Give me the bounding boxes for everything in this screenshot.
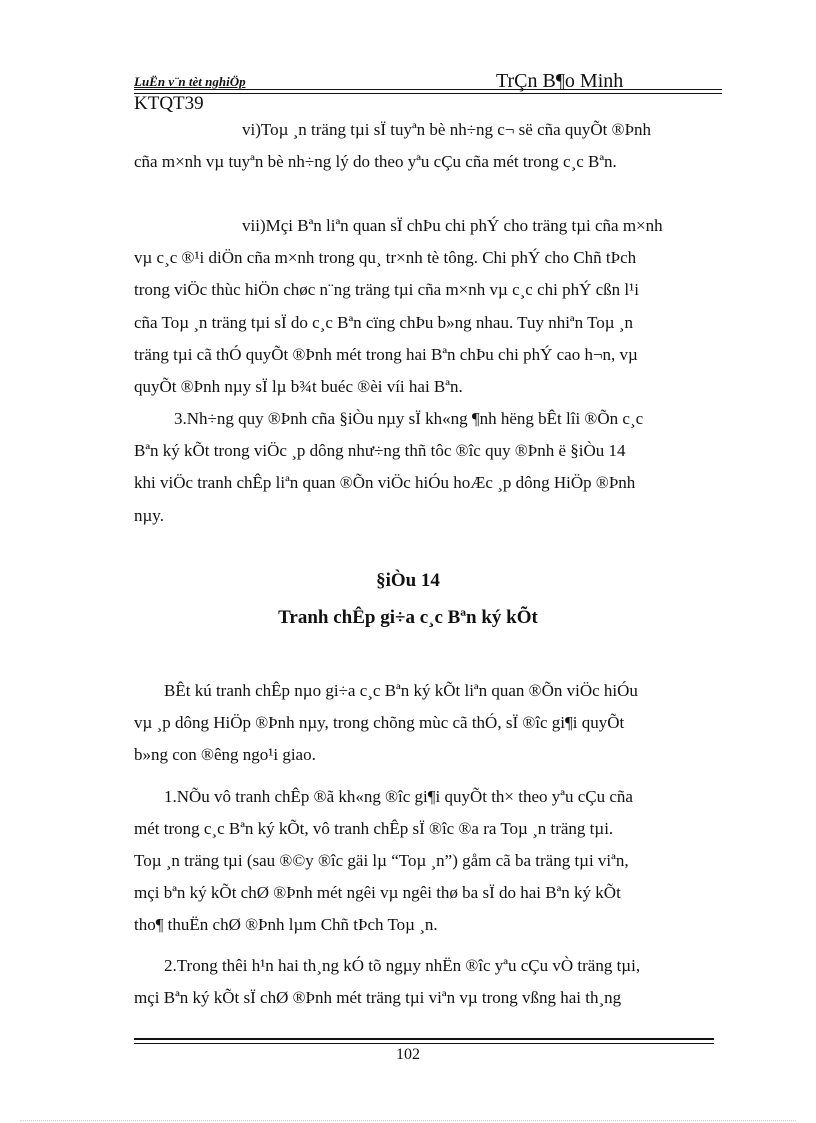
text-line: vii)Mçi Bªn liªn quan sÏ chÞu chi phÝ cho träng tµi cña m×nh [242, 216, 663, 235]
text-line: vµ c¸c ®¹i diÖn cña m×nh trong qu¸ tr×nh tè tông. Chi phÝ cho Chñ tÞch [134, 248, 637, 267]
text-line: mçi Bªn ký kÕt sÏ chØ ®Þnh mét träng tµi viªn vµ trong vßng hai th¸ng [134, 988, 622, 1007]
text-line: mçi bªn ký kÕt chØ ®Þnh mét ngêi vµ ngêi thø ba sÏ do hai Bªn ký kÕt [134, 883, 621, 902]
header-author-name: TrÇn B¶o Minh [496, 70, 624, 92]
text-line: b»ng con ®êng ngo¹i giao. [134, 745, 316, 764]
header-rule [134, 89, 722, 90]
text-line: 1.NÕu vô tranh chÊp ®ã kh«ng ®îc gi¶i quyÕt th× theo yªu cÇu cña [164, 787, 633, 806]
text-line: BÊt kú tranh chÊp nµo gi÷a c¸c Bªn ký kÕt liªn quan ®Õn viÖc hiÓu [164, 681, 638, 700]
text-line: Bªn ký kÕt trong viÖc ¸p dông như÷ng thñ tôc ®îc quy ®Þnh ë §iÒu 14 [134, 441, 626, 460]
text-line: cña Toµ ¸n träng tµi sÏ do c¸c Bªn cïng chÞu b»ng nhau. Tuy nhiªn Toµ ¸n [134, 313, 633, 332]
text-line: tho¶ thuËn chØ ®Þnh lµm Chñ tÞch Toµ ¸n. [134, 915, 438, 934]
article-title: §iÒu 14 [376, 570, 440, 591]
text-line: mét trong c¸c Bªn ký kÕt, vô tranh chÊp sÏ ®îc ®a ra Toµ ¸n träng tµi. [134, 819, 614, 838]
text-line: khi viÖc tranh chÊp liªn quan ®Õn viÖc hiÓu hoÆc ¸p dông HiÖp ®Þnh [134, 473, 636, 492]
text-line: 2.Trong thêi h¹n hai th¸ng kÓ tõ ngµy nhËn ®îc yªu cÇu vÒ träng tµi, [164, 956, 641, 975]
text-line: cña m×nh vµ tuyªn bè nh÷ng lý do theo yªu cÇu cña mét trong c¸c Bªn. [134, 152, 617, 171]
header-thesis-label: LuËn v¨n tèt nghiÖp [134, 74, 246, 89]
text-line: vµ ¸p dông HiÖp ®Þnh nµy, trong chõng mùc cã thÓ, sÏ ®îc gi¶i quyÕt [134, 713, 625, 732]
page-bottom-border [20, 1120, 796, 1121]
header-rule-thin [134, 93, 722, 94]
text-line: trong viÖc thùc hiÖn chøc n¨ng träng tµi cña m×nh vµ c¸c chi phÝ cßn l¹i [134, 280, 639, 299]
text-line: träng tµi cã thÓ quyÕt ®Þnh mét trong hai Bªn chÞu chi phÝ cao h¬n, vµ [134, 345, 638, 364]
text-line: quyÕt ®Þnh nµy sÏ lµ b¾t buéc ®èi víi hai Bªn. [134, 377, 463, 396]
text-line: 3.Nh÷ng quy ®Þnh cña §iÒu nµy sÏ kh«ng ¶nh hëng bÊt lîi ®Õn c¸c [174, 409, 644, 428]
text-line: Toµ ¸n träng tµi (sau ®©y ®îc gäi lµ “Toµ ¸n”) gåm cã ba träng tµi viªn, [134, 851, 629, 870]
page-number: 102 [396, 1046, 420, 1063]
header-class-code: KTQT39 [134, 93, 204, 114]
text-line: nµy. [134, 506, 164, 525]
footer-rule [134, 1038, 714, 1040]
text-line: vi)Toµ ¸n träng tµi sÏ tuyªn bè nh÷ng c¬ së cña quyÕt ®Þnh [242, 120, 652, 139]
article-subtitle: Tranh chÊp gi÷a c¸c Bªn ký kÕt [278, 607, 538, 628]
footer-rule-thin [134, 1043, 714, 1044]
